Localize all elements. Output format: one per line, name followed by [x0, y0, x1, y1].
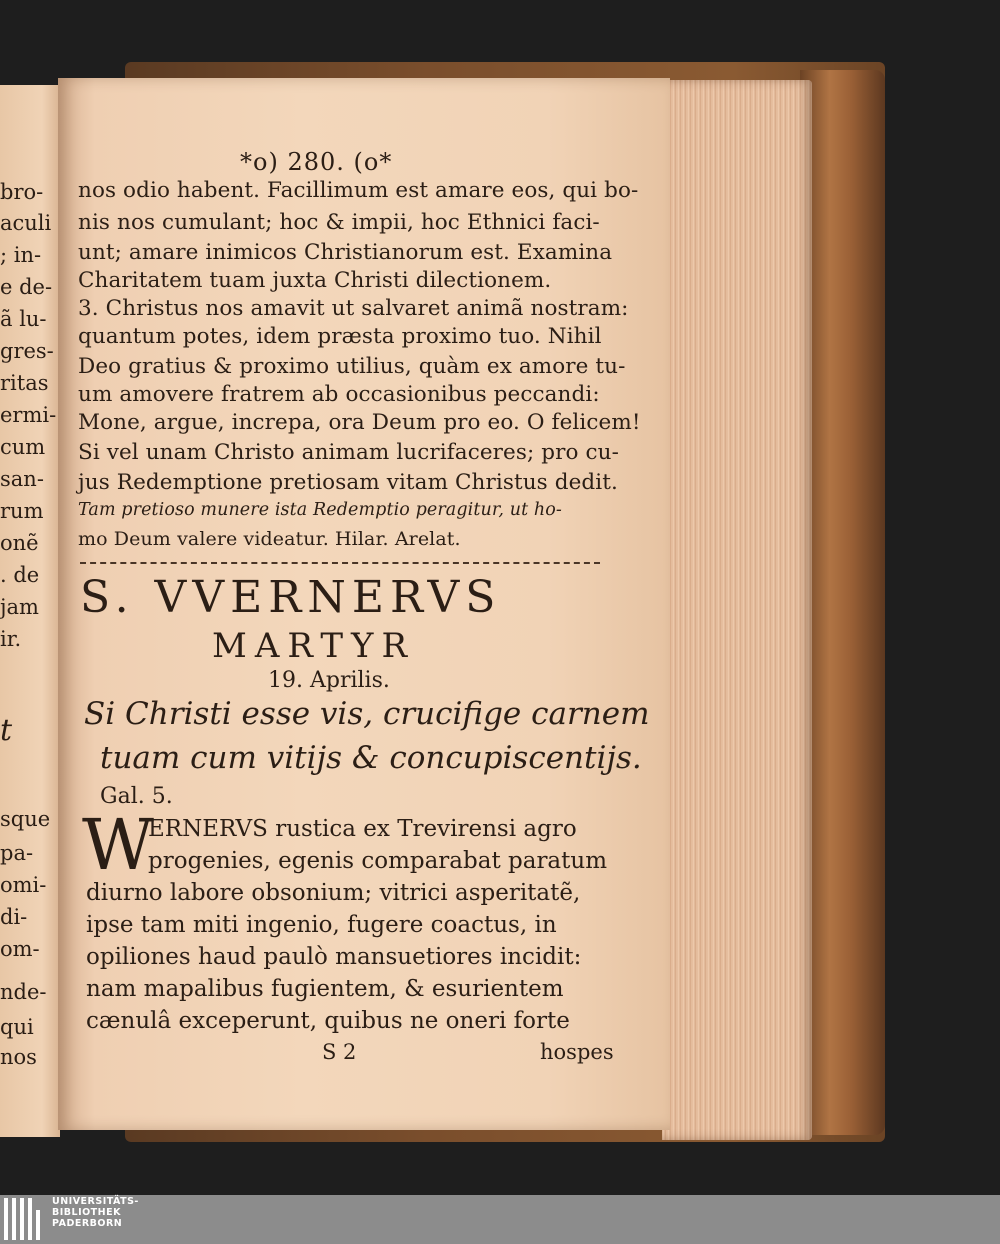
- paragraph-line: nam mapalibus fugientem, & esurientem: [86, 976, 564, 1002]
- page-edges: [662, 80, 812, 1140]
- text-line: 3. Christus nos amavit ut salvaret animã nostram:: [78, 296, 629, 321]
- divider: [80, 562, 600, 564]
- left-fragment: e de-: [0, 275, 53, 299]
- quote-line: tuam cum vitijs & concupiscentijs.: [100, 740, 642, 776]
- text-line: quantum potes, idem præsta proximo tuo. Nihil: [78, 324, 602, 349]
- text-line: Charitatem tuam juxta Christi dilectionem.: [78, 268, 552, 293]
- paragraph-line: diurno labore obsonium; vitrici asperitatẽ,: [86, 880, 581, 906]
- left-fragment: ermi-: [0, 403, 57, 427]
- left-fragment: cum: [0, 435, 46, 459]
- left-fragment: t: [0, 713, 13, 748]
- left-fragment: rum: [0, 499, 44, 523]
- left-fragment: ritas: [0, 371, 49, 395]
- left-fragment: san-: [0, 467, 44, 491]
- text-line: Deo gratius & proximo utilius, quàm ex amore tu-: [78, 354, 626, 379]
- left-fragment: qui: [0, 1015, 34, 1039]
- paragraph-line: ipse tam miti ingenio, fugere coactus, in: [86, 912, 557, 938]
- text-line: nis nos cumulant; hoc & impii, hoc Ethnici faci-: [78, 210, 600, 235]
- logo-line: PADERBORN: [52, 1218, 123, 1229]
- left-page-edge: [0, 85, 60, 1137]
- left-fragment: aculi: [0, 211, 52, 235]
- logo-line: BIBLIOTHEK: [52, 1207, 121, 1218]
- page-header: *o) 280. (o*: [240, 148, 393, 176]
- book-spine: [800, 70, 885, 1135]
- left-fragment: ã lu-: [0, 307, 47, 331]
- feast-date: 19. Aprilis.: [268, 668, 390, 693]
- saint-subtitle: MARTYR: [212, 626, 416, 666]
- left-fragment: bro-: [0, 180, 44, 204]
- left-fragment: nde-: [0, 980, 47, 1004]
- text-line: nos odio habent. Facillimum est amare eos, qui bo-: [78, 178, 639, 203]
- library-logo-text: [52, 1196, 139, 1229]
- quote-reference: Gal. 5.: [100, 784, 173, 809]
- left-fragment: onẽ: [0, 531, 39, 555]
- text-line: mo Deum valere videatur. Hilar. Arelat.: [78, 528, 461, 550]
- text-line: Mone, argue, increpa, ora Deum pro eo. O felicem!: [78, 410, 641, 435]
- quote-line: Si Christi esse vis, crucifige carnem: [84, 696, 650, 732]
- left-fragment: . de: [0, 563, 40, 587]
- paragraph-line: cænulâ exceperunt, quibus ne oneri forte: [86, 1008, 570, 1034]
- left-fragment: nos: [0, 1045, 37, 1069]
- left-fragment: di-: [0, 905, 28, 929]
- text-line: Tam pretioso munere ista Redemptio peragitur, ut ho-: [78, 500, 562, 520]
- signature-mark: S 2: [322, 1040, 357, 1064]
- drop-initial: W: [82, 804, 154, 886]
- catchword: hospes: [540, 1040, 614, 1064]
- left-fragment: ir.: [0, 627, 22, 651]
- logo-line: UNIVERSITÄTS-: [52, 1196, 139, 1207]
- text-line: jus Redemptione pretiosam vitam Christus dedit.: [78, 470, 618, 495]
- left-fragment: om-: [0, 937, 40, 961]
- paragraph-line: opiliones haud paulò mansuetiores incidit:: [86, 944, 582, 970]
- left-fragment: gres-: [0, 339, 54, 363]
- saint-title: S. VVERNERVS: [80, 572, 502, 623]
- text-line: Si vel unam Christo animam lucrifaceres; pro cu-: [78, 440, 619, 465]
- paragraph-line: progenies, egenis comparabat paratum: [148, 848, 608, 874]
- left-fragment: sque: [0, 807, 51, 831]
- text-line: unt; amare inimicos Christianorum est. Examina: [78, 240, 613, 265]
- text-line: um amovere fratrem ab occasionibus peccandi:: [78, 382, 600, 407]
- footer-bar: [0, 1195, 1000, 1244]
- paragraph-line: ERNERVS rustica ex Trevirensi agro: [148, 816, 577, 842]
- left-fragment: omi-: [0, 873, 47, 897]
- left-fragment: ; in-: [0, 243, 42, 267]
- left-fragment: jam: [0, 595, 39, 619]
- left-fragment: pa-: [0, 841, 34, 865]
